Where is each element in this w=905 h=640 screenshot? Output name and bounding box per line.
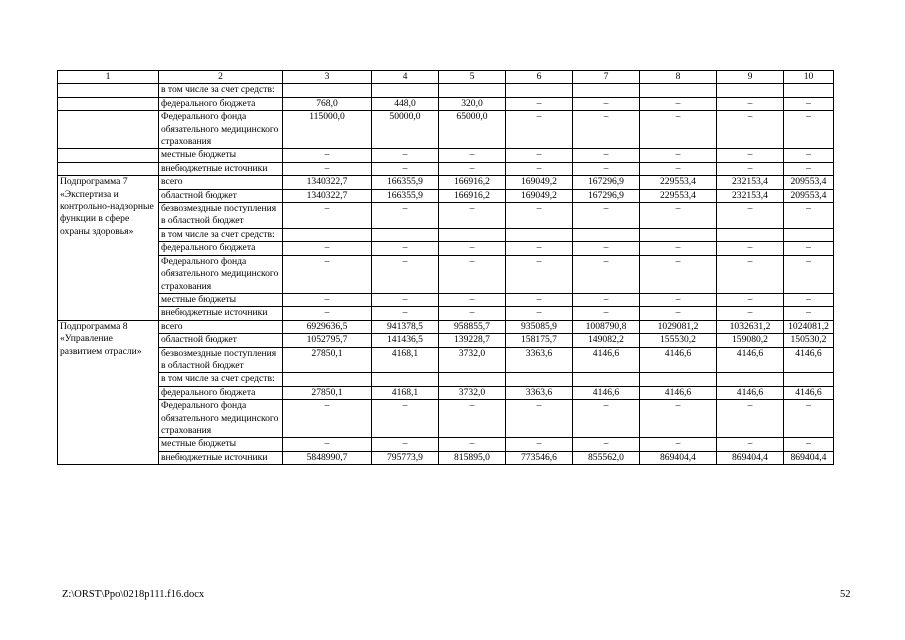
- table-row: [58, 162, 834, 175]
- amount-cell: 4146,6: [784, 347, 834, 373]
- amount-cell: –: [506, 162, 573, 175]
- amount-cell: –: [506, 97, 573, 110]
- amount-cell: –: [506, 149, 573, 162]
- funding-source-cell: Федерального фонда обязательного медицинского страхования: [159, 255, 283, 293]
- amount-cell: 141436,5: [372, 334, 439, 347]
- amount-cell: 166916,2: [439, 189, 506, 202]
- amount-cell: 958855,7: [439, 320, 506, 333]
- amount-cell: 4146,6: [640, 347, 717, 373]
- amount-cell: 4146,6: [573, 386, 640, 399]
- column-header: 7: [573, 71, 640, 84]
- amount-cell: –: [640, 400, 717, 438]
- amount-cell: –: [372, 293, 439, 306]
- amount-cell: 229553,4: [640, 176, 717, 189]
- amount-cell: 65000,0: [439, 111, 506, 149]
- column-header: 8: [640, 71, 717, 84]
- funding-source-cell: внебюджетные источники: [159, 451, 283, 464]
- amount-cell: [640, 373, 717, 386]
- amount-cell: –: [439, 162, 506, 175]
- table-row: [58, 334, 834, 347]
- amount-cell: [784, 228, 834, 241]
- funding-source-cell: местные бюджеты: [159, 149, 283, 162]
- amount-cell: 232153,4: [717, 176, 784, 189]
- amount-cell: –: [372, 162, 439, 175]
- table-row: [58, 111, 834, 149]
- amount-cell: 815895,0: [439, 451, 506, 464]
- column-header: 1: [58, 71, 159, 84]
- amount-cell: 941378,5: [372, 320, 439, 333]
- amount-cell: [717, 373, 784, 386]
- amount-cell: [784, 373, 834, 386]
- amount-cell: –: [439, 307, 506, 320]
- amount-cell: [640, 228, 717, 241]
- amount-cell: –: [784, 242, 834, 255]
- amount-cell: 4168,1: [372, 347, 439, 373]
- amount-cell: –: [372, 149, 439, 162]
- amount-cell: –: [439, 203, 506, 229]
- table-row: [58, 451, 834, 464]
- column-header: 3: [283, 71, 372, 84]
- amount-cell: –: [784, 149, 834, 162]
- amount-cell: –: [640, 203, 717, 229]
- table-row: [58, 307, 834, 320]
- funding-source-cell: в том числе за счет средств:: [159, 228, 283, 241]
- amount-cell: 3732,0: [439, 347, 506, 373]
- funding-source-cell: внебюджетные источники: [159, 307, 283, 320]
- column-header: 9: [717, 71, 784, 84]
- amount-cell: [573, 84, 640, 97]
- amount-cell: 855562,0: [573, 451, 640, 464]
- amount-cell: 167296,9: [573, 189, 640, 202]
- funding-source-cell: безвозмездные поступления в областной бюджет: [159, 203, 283, 229]
- table-row: [58, 228, 834, 241]
- amount-cell: [506, 228, 573, 241]
- amount-cell: 232153,4: [717, 189, 784, 202]
- amount-cell: 448,0: [372, 97, 439, 110]
- budget-table: [57, 70, 834, 465]
- table-row: [58, 400, 834, 438]
- amount-cell: –: [784, 293, 834, 306]
- amount-cell: –: [506, 111, 573, 149]
- amount-cell: 4146,6: [573, 347, 640, 373]
- amount-cell: 27850,1: [283, 386, 372, 399]
- amount-cell: –: [784, 203, 834, 229]
- amount-cell: 169049,2: [506, 176, 573, 189]
- subprogram-cell: [58, 111, 159, 149]
- amount-cell: –: [640, 242, 717, 255]
- table-row: [58, 176, 834, 189]
- amount-cell: –: [640, 97, 717, 110]
- amount-cell: 4146,6: [717, 347, 784, 373]
- table-row: [58, 84, 834, 97]
- amount-cell: –: [573, 400, 640, 438]
- amount-cell: [506, 373, 573, 386]
- funding-source-cell: всего: [159, 320, 283, 333]
- amount-cell: –: [506, 307, 573, 320]
- table-row: [58, 320, 834, 333]
- amount-cell: [439, 373, 506, 386]
- amount-cell: –: [573, 293, 640, 306]
- funding-source-cell: местные бюджеты: [159, 293, 283, 306]
- amount-cell: 139228,7: [439, 334, 506, 347]
- amount-cell: [372, 84, 439, 97]
- subprogram-cell: [58, 84, 159, 97]
- amount-cell: 150530,2: [784, 334, 834, 347]
- funding-source-cell: областной бюджет: [159, 189, 283, 202]
- amount-cell: –: [784, 162, 834, 175]
- funding-source-cell: в том числе за счет средств:: [159, 84, 283, 97]
- subprogram-cell: [58, 162, 159, 175]
- amount-cell: 169049,2: [506, 189, 573, 202]
- funding-source-cell: федерального бюджета: [159, 97, 283, 110]
- amount-cell: –: [717, 203, 784, 229]
- amount-cell: –: [283, 162, 372, 175]
- amount-cell: 320,0: [439, 97, 506, 110]
- amount-cell: [640, 84, 717, 97]
- amount-cell: [283, 228, 372, 241]
- amount-cell: [573, 373, 640, 386]
- table-row: [58, 149, 834, 162]
- amount-cell: –: [640, 307, 717, 320]
- amount-cell: 3363,6: [506, 386, 573, 399]
- table-row: [58, 189, 834, 202]
- amount-cell: –: [506, 255, 573, 293]
- amount-cell: –: [439, 149, 506, 162]
- amount-cell: 1024081,2: [784, 320, 834, 333]
- amount-cell: 167296,9: [573, 176, 640, 189]
- amount-cell: –: [784, 438, 834, 451]
- amount-cell: [506, 84, 573, 97]
- amount-cell: –: [283, 307, 372, 320]
- amount-cell: 166355,9: [372, 176, 439, 189]
- amount-cell: –: [717, 293, 784, 306]
- funding-source-cell: Федерального фонда обязательного медицинского страхования: [159, 111, 283, 149]
- funding-source-cell: всего: [159, 176, 283, 189]
- funding-source-cell: безвозмездные поступления в областной бюджет: [159, 347, 283, 373]
- amount-cell: [717, 228, 784, 241]
- amount-cell: –: [372, 307, 439, 320]
- amount-cell: 3732,0: [439, 386, 506, 399]
- amount-cell: [717, 84, 784, 97]
- amount-cell: 869404,4: [717, 451, 784, 464]
- amount-cell: 5848990,7: [283, 451, 372, 464]
- table-row: [58, 242, 834, 255]
- amount-cell: –: [439, 438, 506, 451]
- table-row: [58, 293, 834, 306]
- amount-cell: –: [506, 242, 573, 255]
- amount-cell: 1032631,2: [717, 320, 784, 333]
- amount-cell: 115000,0: [283, 111, 372, 149]
- amount-cell: –: [717, 438, 784, 451]
- amount-cell: –: [717, 162, 784, 175]
- amount-cell: –: [573, 255, 640, 293]
- amount-cell: 3363,6: [506, 347, 573, 373]
- amount-cell: 6929636,5: [283, 320, 372, 333]
- amount-cell: –: [640, 111, 717, 149]
- amount-cell: [439, 228, 506, 241]
- amount-cell: –: [573, 307, 640, 320]
- funding-source-cell: в том числе за счет средств:: [159, 373, 283, 386]
- amount-cell: 50000,0: [372, 111, 439, 149]
- amount-cell: –: [717, 242, 784, 255]
- amount-cell: –: [784, 255, 834, 293]
- amount-cell: –: [784, 307, 834, 320]
- amount-cell: 209553,4: [784, 189, 834, 202]
- amount-cell: –: [717, 255, 784, 293]
- table-row: [58, 203, 834, 229]
- amount-cell: 166916,2: [439, 176, 506, 189]
- amount-cell: 27850,1: [283, 347, 372, 373]
- funding-source-cell: федерального бюджета: [159, 242, 283, 255]
- amount-cell: 1052795,7: [283, 334, 372, 347]
- amount-cell: 1340322,7: [283, 176, 372, 189]
- amount-cell: –: [372, 203, 439, 229]
- amount-cell: –: [717, 400, 784, 438]
- amount-cell: [784, 84, 834, 97]
- amount-cell: 1340322,7: [283, 189, 372, 202]
- amount-cell: –: [640, 149, 717, 162]
- amount-cell: –: [439, 293, 506, 306]
- amount-cell: –: [640, 293, 717, 306]
- amount-cell: [283, 373, 372, 386]
- amount-cell: –: [573, 149, 640, 162]
- amount-cell: 4146,6: [784, 386, 834, 399]
- amount-cell: –: [283, 149, 372, 162]
- amount-cell: 4146,6: [717, 386, 784, 399]
- amount-cell: 149082,2: [573, 334, 640, 347]
- amount-cell: –: [283, 293, 372, 306]
- amount-cell: 1008790,8: [573, 320, 640, 333]
- column-header: 4: [372, 71, 439, 84]
- amount-cell: –: [640, 255, 717, 293]
- amount-cell: –: [573, 438, 640, 451]
- amount-cell: –: [717, 149, 784, 162]
- amount-cell: [439, 84, 506, 97]
- amount-cell: 1029081,2: [640, 320, 717, 333]
- amount-cell: 159080,2: [717, 334, 784, 347]
- amount-cell: –: [573, 97, 640, 110]
- amount-cell: [372, 228, 439, 241]
- amount-cell: –: [372, 438, 439, 451]
- table-row: [58, 97, 834, 110]
- amount-cell: –: [439, 242, 506, 255]
- table-row: [58, 373, 834, 386]
- amount-cell: –: [717, 111, 784, 149]
- amount-cell: –: [573, 203, 640, 229]
- column-header: 10: [784, 71, 834, 84]
- amount-cell: 935085,9: [506, 320, 573, 333]
- amount-cell: 158175,7: [506, 334, 573, 347]
- amount-cell: 869404,4: [640, 451, 717, 464]
- amount-cell: [573, 228, 640, 241]
- table-row: [58, 386, 834, 399]
- amount-cell: –: [573, 162, 640, 175]
- amount-cell: –: [640, 438, 717, 451]
- amount-cell: –: [372, 255, 439, 293]
- amount-cell: –: [372, 242, 439, 255]
- amount-cell: –: [506, 203, 573, 229]
- amount-cell: –: [283, 255, 372, 293]
- amount-cell: –: [640, 162, 717, 175]
- amount-cell: –: [283, 438, 372, 451]
- page-number: 52: [840, 589, 851, 600]
- subprogram-cell: [58, 97, 159, 110]
- amount-cell: –: [439, 400, 506, 438]
- amount-cell: 4168,1: [372, 386, 439, 399]
- funding-source-cell: внебюджетные источники: [159, 162, 283, 175]
- amount-cell: –: [506, 400, 573, 438]
- amount-cell: –: [784, 97, 834, 110]
- amount-cell: –: [573, 111, 640, 149]
- amount-cell: 768,0: [283, 97, 372, 110]
- footer-file-path: Z:\ORST\Ppo\0218p111.f16.docx: [62, 589, 205, 600]
- amount-cell: –: [283, 203, 372, 229]
- amount-cell: 773546,6: [506, 451, 573, 464]
- amount-cell: –: [717, 97, 784, 110]
- amount-cell: 209553,4: [784, 176, 834, 189]
- column-header: 2: [159, 71, 283, 84]
- column-header: 5: [439, 71, 506, 84]
- amount-cell: –: [283, 242, 372, 255]
- amount-cell: 229553,4: [640, 189, 717, 202]
- table-row: [58, 347, 834, 373]
- funding-source-cell: областной бюджет: [159, 334, 283, 347]
- amount-cell: –: [372, 400, 439, 438]
- subprogram-cell: Подпрограмма 8 «Управление развитием отрасли»: [58, 320, 159, 464]
- amount-cell: [372, 373, 439, 386]
- funding-source-cell: Федерального фонда обязательного медицинского страхования: [159, 400, 283, 438]
- amount-cell: –: [283, 400, 372, 438]
- amount-cell: 795773,9: [372, 451, 439, 464]
- amount-cell: –: [573, 242, 640, 255]
- amount-cell: –: [439, 255, 506, 293]
- funding-source-cell: местные бюджеты: [159, 438, 283, 451]
- amount-cell: [283, 84, 372, 97]
- amount-cell: –: [784, 111, 834, 149]
- table-row: [58, 438, 834, 451]
- amount-cell: –: [717, 307, 784, 320]
- header-row: [58, 71, 834, 84]
- amount-cell: –: [784, 400, 834, 438]
- funding-source-cell: федерального бюджета: [159, 386, 283, 399]
- subprogram-cell: [58, 149, 159, 162]
- amount-cell: 869404,4: [784, 451, 834, 464]
- table-row: [58, 255, 834, 293]
- subprogram-cell: Подпрограмма 7 «Экспертиза и контрольно-надзорные функции в сфере охраны здоровья»: [58, 176, 159, 320]
- amount-cell: –: [506, 293, 573, 306]
- column-header: 6: [506, 71, 573, 84]
- amount-cell: 155530,2: [640, 334, 717, 347]
- amount-cell: 166355,9: [372, 189, 439, 202]
- amount-cell: 4146,6: [640, 386, 717, 399]
- amount-cell: –: [506, 438, 573, 451]
